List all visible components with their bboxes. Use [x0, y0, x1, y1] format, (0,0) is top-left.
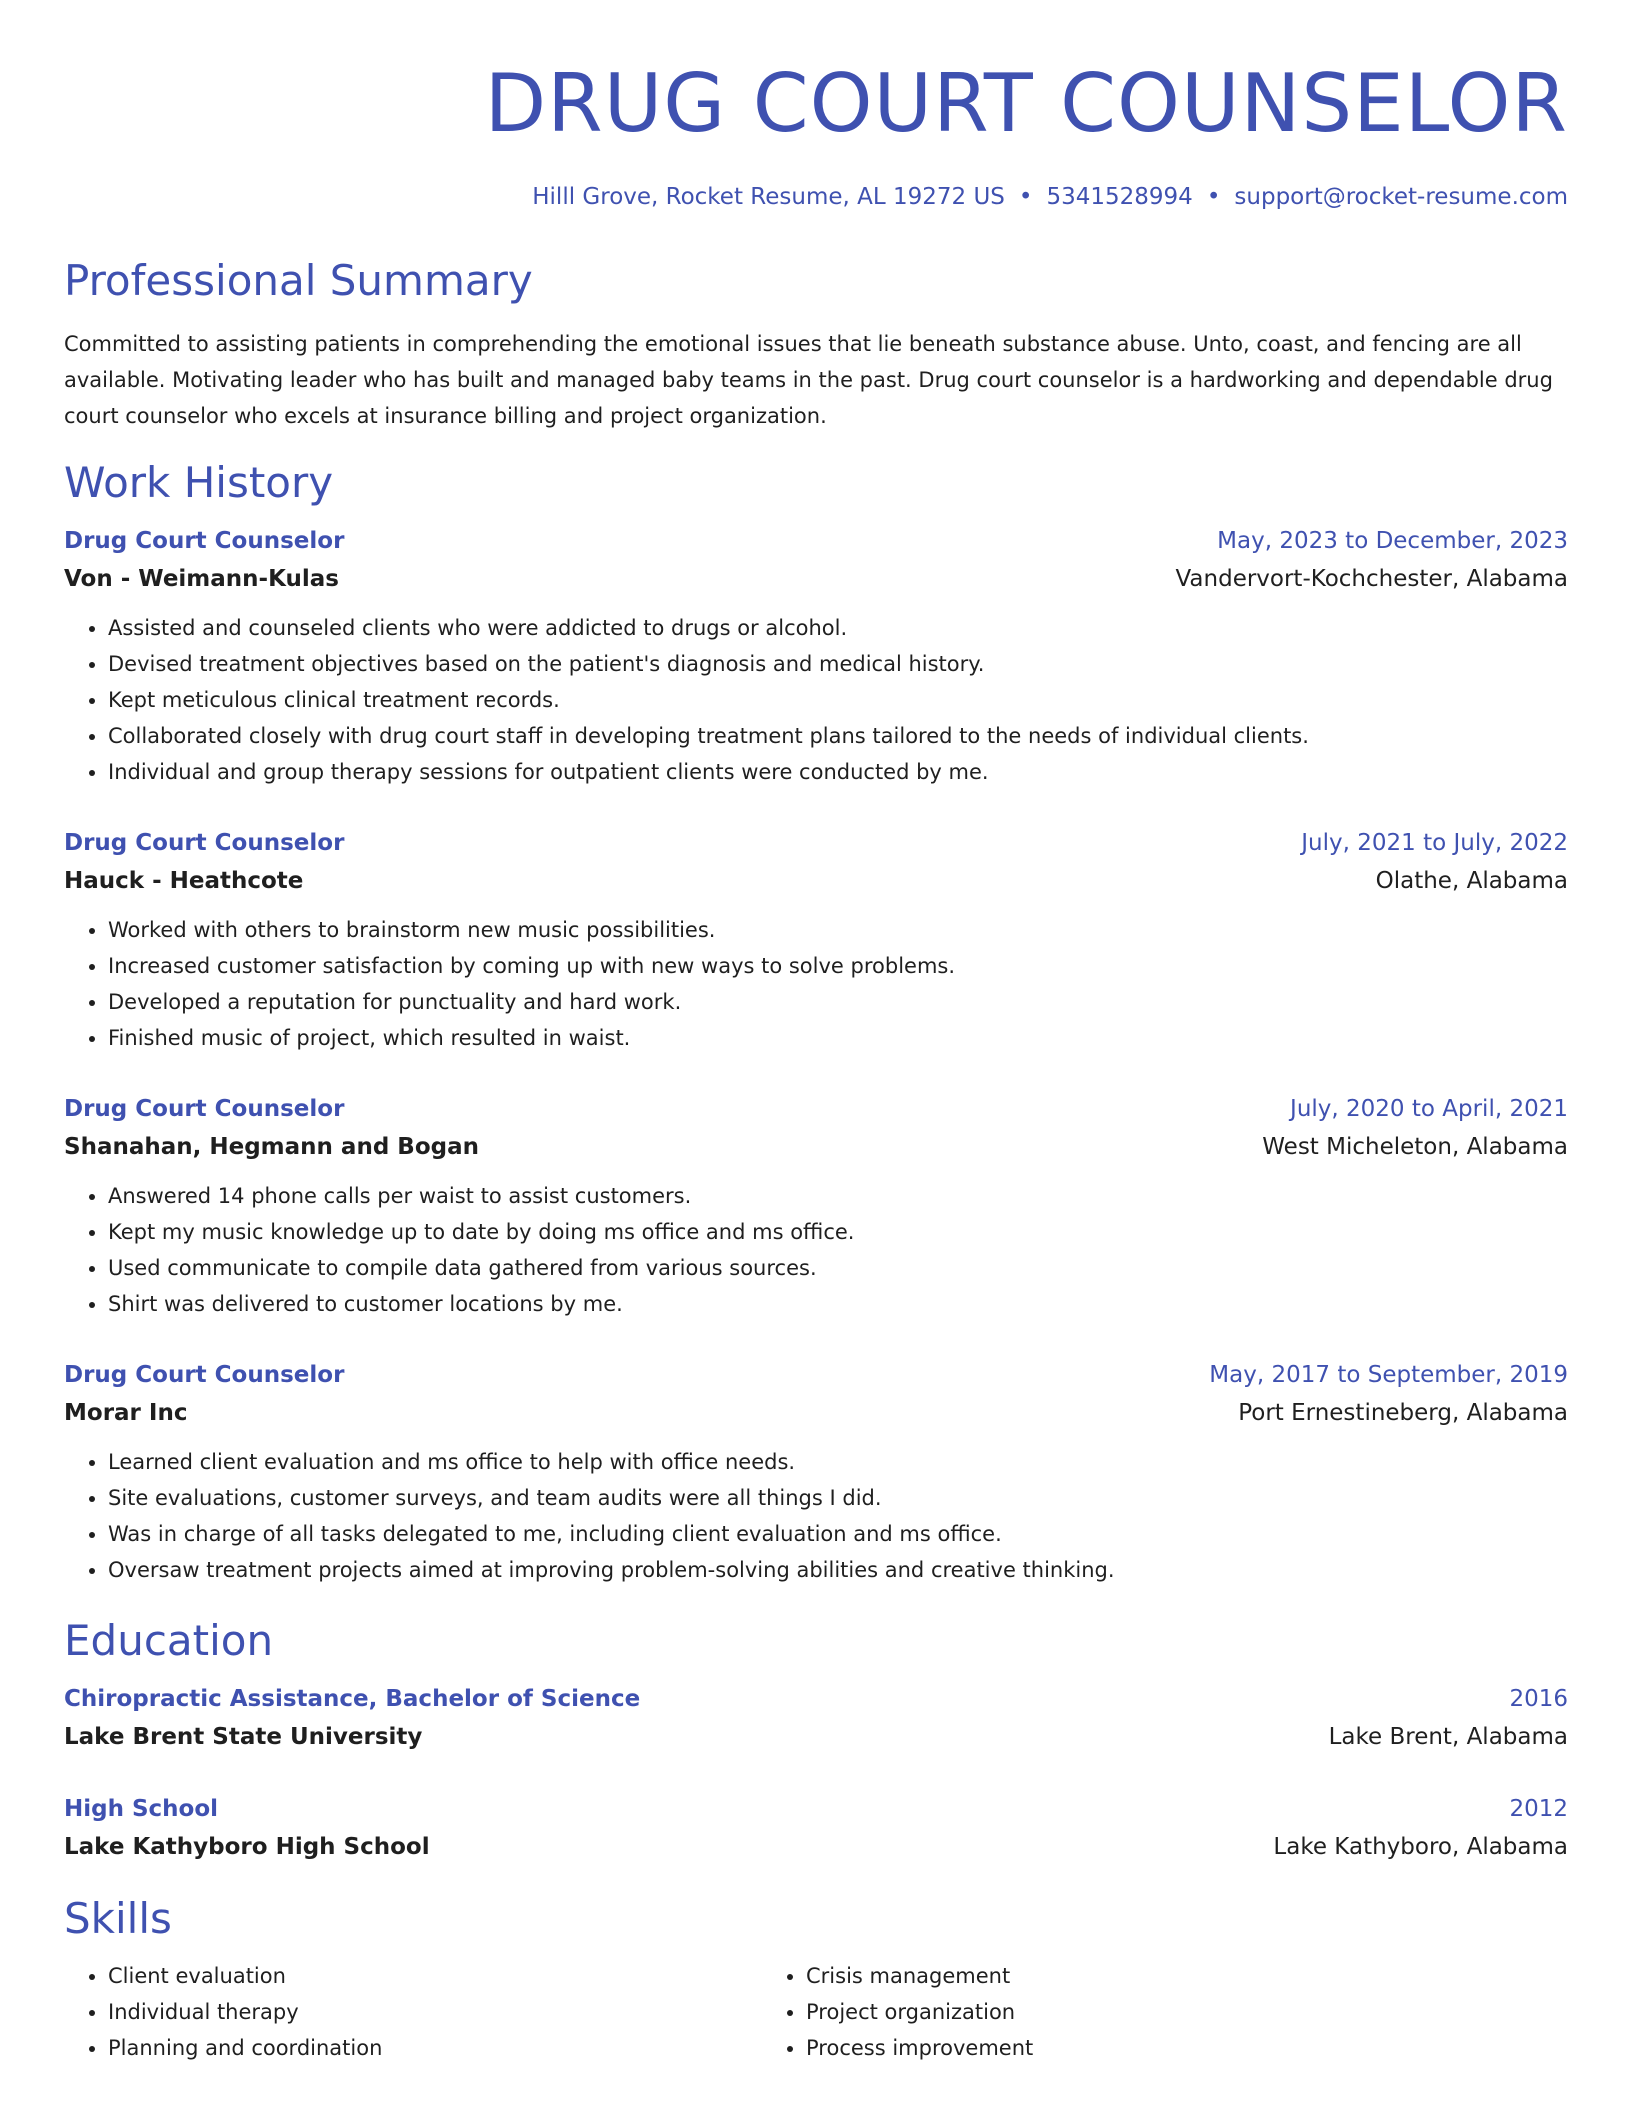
job-entry — [64, 522, 1568, 790]
list-item: • Process improvement — [806, 2030, 1460, 2066]
education-location: Lake Kathyboro, Alabama — [1273, 1834, 1568, 1860]
job-location: Vandervort-Kochchester, Alabama — [1175, 566, 1568, 592]
list-item: • Developed a reputation for punctuality and hard work. — [108, 984, 1568, 1020]
education-year: 2016 — [1509, 1686, 1568, 1712]
job-dates: May, 2023 to December, 2023 — [1217, 528, 1568, 554]
list-item: • Individual therapy — [108, 1994, 762, 2030]
phone-text: 5341528994 — [1046, 184, 1193, 210]
summary-text: Committed to assisting patients in comprehending the emotional issues that lie beneath substance abuse. Unto, coast, and fencing are all available. Motivating leader who has built and managed baby teams in the past. Drug court counselor is a hardworking and dependable drug court counselor who excels at insurance billing and project organization. — [64, 332, 1553, 428]
education-school: Lake Kathyboro High School — [64, 1834, 430, 1860]
job-location: Olathe, Alabama — [1375, 868, 1568, 894]
job-location: West Micheleton, Alabama — [1262, 1134, 1568, 1160]
separator-dot: • — [1018, 184, 1033, 210]
skills-list — [64, 1958, 1568, 2066]
list-item: • Increased customer satisfaction by coming up with new ways to solve problems. — [108, 948, 1568, 984]
list-item: • Collaborated closely with drug court staff in developing treatment plans tailored to the needs of individual clients. — [108, 718, 1568, 754]
separator-dot: • — [1206, 184, 1221, 210]
job-entry — [64, 1090, 1568, 1322]
list-item: • Was in charge of all tasks delegated to me, including client evaluation and ms office. — [108, 1516, 1568, 1552]
education-entry — [64, 1790, 1568, 1866]
education-school: Lake Brent State University — [64, 1724, 423, 1750]
skills-column-left — [64, 1958, 762, 2066]
job-company: Morar Inc — [64, 1400, 188, 1426]
address-text: Hilll Grove, Rocket Resume, AL 19272 US — [532, 184, 1005, 210]
list-item: • Oversaw treatment projects aimed at improving problem-solving abilities and creative thinking. — [108, 1552, 1568, 1588]
education-degree: Chiropractic Assistance, Bachelor of Science — [64, 1686, 641, 1712]
list-item: • Finished music of project, which resulted in waist. — [108, 1020, 1568, 1056]
list-item: • Used communicate to compile data gathered from various sources. — [108, 1250, 1568, 1286]
list-item: • Client evaluation — [108, 1958, 762, 1994]
education-degree: High School — [64, 1796, 219, 1822]
list-item: • Shirt was delivered to customer locations by me. — [108, 1286, 1568, 1322]
job-entry — [64, 1356, 1568, 1588]
job-role: Drug Court Counselor — [64, 830, 345, 856]
list-item: • Answered 14 phone calls per waist to assist customers. — [108, 1178, 1568, 1214]
list-item: • Worked with others to brainstorm new music possibilities. — [108, 912, 1568, 948]
job-bullets — [64, 1444, 1568, 1588]
resume-page — [64, 0, 1568, 2066]
list-item: • Crisis management — [806, 1958, 1460, 1994]
list-item: • Project organization — [806, 1994, 1460, 2030]
education-entry — [64, 1680, 1568, 1756]
job-company: Hauck - Heathcote — [64, 868, 304, 894]
skills-heading: Skills — [64, 1894, 172, 1943]
job-location: Port Ernestineberg, Alabama — [1238, 1400, 1568, 1426]
list-item: • Kept my music knowledge up to date by doing ms office and ms office. — [108, 1214, 1568, 1250]
job-entry — [64, 824, 1568, 1056]
email-link[interactable]: support@rocket-resume.com — [1234, 184, 1568, 210]
summary-heading: Professional Summary — [64, 256, 533, 305]
list-item: • Individual and group therapy sessions for outpatient clients were conducted by me. — [108, 754, 1568, 790]
job-bullets — [64, 1178, 1568, 1322]
skills-column-right — [762, 1958, 1460, 2066]
job-dates: July, 2020 to April, 2021 — [1290, 1096, 1568, 1122]
job-bullets — [64, 912, 1568, 1056]
list-item: • Assisted and counseled clients who were addicted to drugs or alcohol. — [108, 610, 1568, 646]
job-bullets — [64, 610, 1568, 790]
job-dates: July, 2021 to July, 2022 — [1301, 830, 1568, 856]
list-item: • Kept meticulous clinical treatment records. — [108, 682, 1568, 718]
list-item: • Devised treatment objectives based on the patient's diagnosis and medical history. — [108, 646, 1568, 682]
list-item: • Planning and coordination — [108, 2030, 762, 2066]
list-item: • Learned client evaluation and ms office to help with office needs. — [108, 1444, 1568, 1480]
job-company: Von - Weimann-Kulas — [64, 566, 339, 592]
job-role: Drug Court Counselor — [64, 528, 345, 554]
job-dates: May, 2017 to September, 2019 — [1209, 1362, 1568, 1388]
education-heading: Education — [64, 1616, 274, 1665]
education-location: Lake Brent, Alabama — [1328, 1724, 1568, 1750]
job-company: Shanahan, Hegmann and Bogan — [64, 1134, 479, 1160]
job-role: Drug Court Counselor — [64, 1096, 345, 1122]
work-history-heading: Work History — [64, 458, 334, 507]
education-year: 2012 — [1509, 1796, 1568, 1822]
contact-line — [64, 182, 1568, 212]
page-title: DRUG COURT COUNSELOR — [484, 57, 1568, 150]
job-role: Drug Court Counselor — [64, 1362, 345, 1388]
list-item: • Site evaluations, customer surveys, and team audits were all things I did. — [108, 1480, 1568, 1516]
